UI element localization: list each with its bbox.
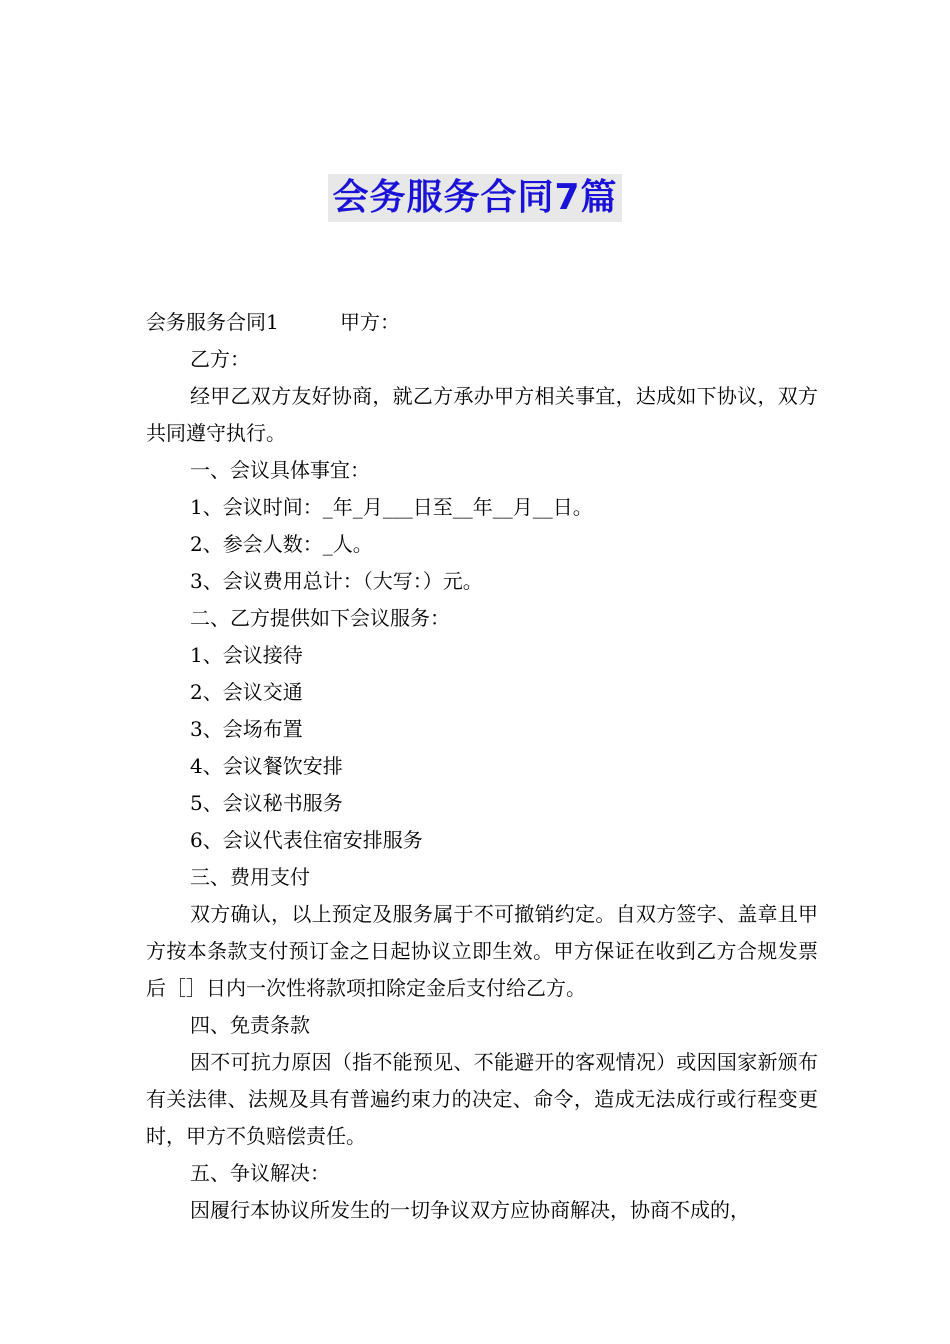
paragraph: 4、会议餐饮安排 <box>190 754 343 778</box>
section-heading: 会务服务合同1 <box>146 310 279 334</box>
paragraph: 经甲乙双方友好协商，就乙方承办甲方相关事宜，达成如下协议，双方共同遵守执行。 <box>146 384 818 445</box>
paragraph: 5、会议秘书服务 <box>190 791 343 815</box>
paragraph: 6、会议代表住宿安排服务 <box>190 828 423 852</box>
paragraph: 1、会议时间：_年_月___日至__年__月__日。 <box>190 495 593 519</box>
paragraph: 1、会议接待 <box>190 643 303 667</box>
paragraph: 2、参会人数：_人。 <box>190 532 373 556</box>
paragraph: 因履行本协议所发生的一切争议双方应协商解决，协商不成的， <box>190 1198 750 1222</box>
paragraph: 一、会议具体事宜： <box>190 458 370 482</box>
paragraph: 四、免责条款 <box>190 1013 310 1037</box>
paragraph: 乙方： <box>190 347 250 371</box>
document-body <box>146 304 818 1229</box>
title-container <box>0 174 950 222</box>
party-a-label: 甲方： <box>340 310 400 334</box>
first-line <box>146 304 818 341</box>
paragraph: 3、会议费用总计：（大写：）元。 <box>190 569 483 593</box>
paragraph: 五、争议解决： <box>190 1161 330 1185</box>
paragraph: 二、乙方提供如下会议服务： <box>190 606 450 630</box>
paragraph: 三、费用支付 <box>190 865 310 889</box>
paragraph: 因不可抗力原因（指不能预见、不能避开的客观情况）或因国家新颁布有关法律、法规及具有普遍约束力的决定、命令，造成无法成行或行程变更时，甲方不负赔偿责任。 <box>146 1050 818 1148</box>
document-title: 会务服务合同7篇 <box>328 174 621 222</box>
paragraph: 3、会场布置 <box>190 717 303 741</box>
paragraph: 双方确认，以上预定及服务属于不可撤销约定。自双方签字、盖章且甲方按本条款支付预订金之日起协议立即生效。甲方保证在收到乙方合规发票后［］日内一次性将款项扣除定金后支付给乙方。 <box>146 902 818 1000</box>
paragraph: 2、会议交通 <box>190 680 303 704</box>
